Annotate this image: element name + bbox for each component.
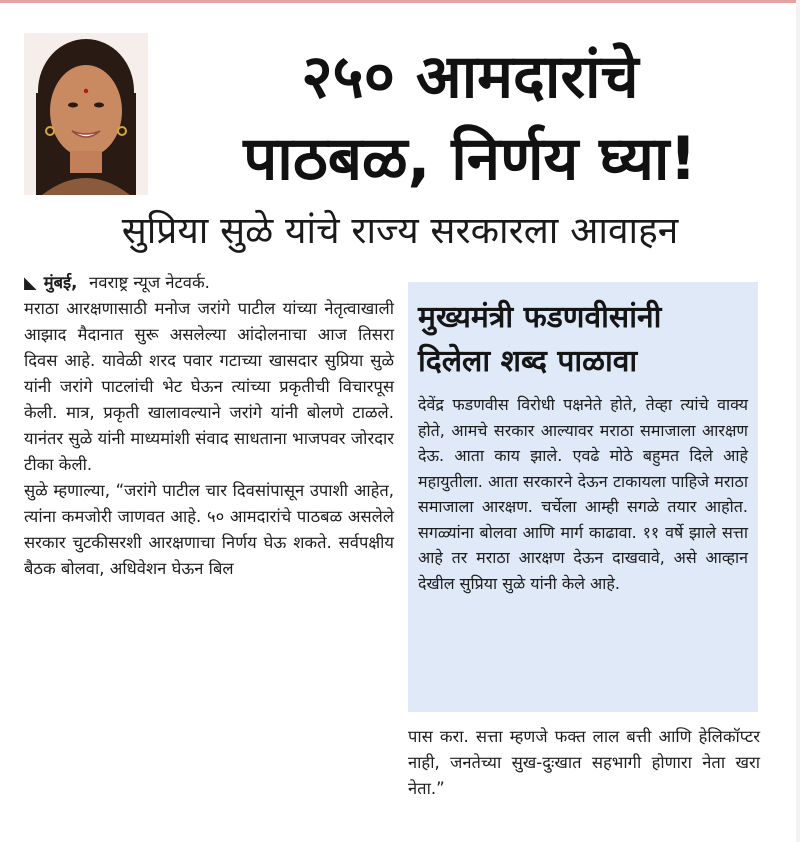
headline-line-2: पाठबळ, निर्णय घ्या! xyxy=(243,124,697,194)
top-divider-rule xyxy=(0,0,800,3)
sidebar-box xyxy=(408,282,758,712)
left-article-column xyxy=(24,270,394,582)
article-paragraph-1: मराठा आरक्षणासाठी मनोज जरांगे पाटील यांच्या नेतृत्वाखाली आझाद मैदानात सुरू असलेल्या आंदोलनाचा आज तिसरा दिवस आहे. यावेळी शरद पवार गटाच्या खासदार सुप्रिया सुळे यांनी जरांगे पाटलांची भेट घेऊन त्यांच्या प्रकृतीची विचारपूस केली. मात्र, प्रकृती खालावल्याने जरांगे यांनी बोलणे टाळले. यानंतर सुळे यांनी माध्यमांशी संवाद साधताना भाजपवर जोरदार टीका केली. xyxy=(24,299,394,474)
dateline-agency: नवराष्ट्र न्यूज नेटवर्क. xyxy=(89,273,210,292)
portrait-photo xyxy=(24,33,148,195)
page-edge xyxy=(796,0,800,842)
sidebar-box-title xyxy=(418,296,748,384)
sidebar-box-title-line-1: मुख्यमंत्री फडणवीसांनी xyxy=(418,300,662,335)
sidebar-box-title-line-2: दिलेला शब्द पाळावा xyxy=(418,344,638,379)
portrait-illustration xyxy=(24,33,148,195)
dateline-marker-icon: ◣ xyxy=(24,273,37,292)
headline xyxy=(160,36,780,200)
article-paragraph-2-continued: पास करा. सत्ता म्हणजे फक्त लाल बत्ती आणि हेलिकॉप्टर नाही, जनतेच्या सुख-दुःखात सहभागी होणारा नेता खरा नेता.” xyxy=(408,727,760,798)
dateline-city: मुंबई, xyxy=(43,273,78,292)
dateline xyxy=(24,270,394,296)
article-paragraph-2: सुळे म्हणाल्या, “जरांगे पाटील चार दिवसांपासून उपाशी आहेत, त्यांना कमजोरी जाणवत आहे. ५० आमदारांचे पाठबळ असलेले सरकार चुटकीसरशी आरक्षणाचा निर्णय घेऊ शकते. सर्वपक्षीय बैठक बोलवा, अधिवेशन घेऊन बिल xyxy=(24,481,394,578)
headline-line-1: २५० आमदारांचे xyxy=(301,42,639,112)
subheadline: सुप्रिया सुळे यांचे राज्य सरकारला आवाहन xyxy=(121,209,679,252)
sidebar-box-text: देवेंद्र फडणवीस विरोधी पक्षनेते होते, तेव्हा त्यांचे वाक्य होते, आमचे सरकार आल्यावर मराठा समाजाला आरक्षण देऊ. आता काय झाले. एवढे मोठे बहुमत दिले आहे महायुतीला. आता सरकारने देऊन टाकायला पाहिजे मराठा समाजाला आरक्षण. चर्चेला आम्ही सगळे तयार आहोत. सगळ्यांना बोलवा आणि मार्ग काढावा. ११ वर्षे झाले सत्ता आहे तर मराठा आरक्षण देऊन दाखवावे, असे आव्हान देखील सुप्रिया सुळे यांनी केले आहे. xyxy=(418,395,748,593)
